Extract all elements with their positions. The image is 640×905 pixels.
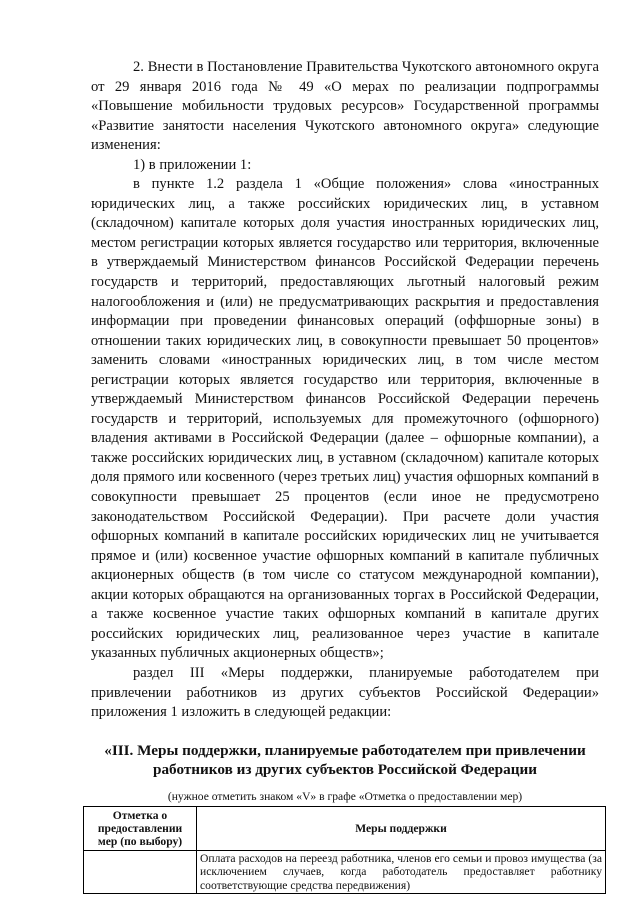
support-measures-table xyxy=(83,806,606,895)
document-page xyxy=(91,58,602,894)
paragraph-item-1: 1) в приложении 1: xyxy=(133,156,252,173)
column-header-mark: Отметка о предоставлении мер (по выбору) xyxy=(84,806,197,850)
section-title: «III. Меры поддержки, планируемые работодателем при привлечении работников из других субъектов Российской Федерации xyxy=(104,741,586,778)
table-cell-mark xyxy=(84,850,197,894)
section-note: (нужное отметить знаком «V» в графе «Отметка о предоставлении мер) xyxy=(167,789,523,803)
table-cell-measure: Оплата расходов на переезд работника, членов его семьи и провоз имущества (за исключением случаев, когда работодатель предоставляет работнику соответствующие средства передвижения) xyxy=(197,850,606,894)
table-header-row xyxy=(84,806,606,850)
paragraph-point-1-2: в пункте 1.2 раздела 1 «Общие положения» слова «иностранных юридических лиц, а также российских юридических лиц, в уставном (складочном) капитале которых доля участия иностранных юридических лиц, местом регистрации которых является государство или территория, включенные в утверждаемый Министерством финансов Российской Федерации перечень государств и территорий, предоставляющих льготный налоговый режим налогообложения и (или) не предусматривающих раскрытия и предоставления информации при проведении финансовых операций (оффшорные зоны) в отношении таких юридических лиц, в совокупности превышает 50 процентов» заменить словами «иностранных юридических лиц, в том числе местом регистрации которых является государство или территория, включенные в утверждаемый Министерством финансов Российской Федерации перечень государств и территорий, используемых для промежуточного (офшорного) владения активами в Российской Федерации (далее – офшорные компании), а также российских юридических лиц, в уставном (складочном) капитале которых доля прямого или косвенного (через третьих лиц) участия офшорных компаний в совокупности превышает 25 процентов (если иное не предусмотрено законодательством Российской Федерации). При расчете доли участия офшорных компаний в капитале российских юридических лиц не учитывается прямое и (или) косвенное участие офшорных компаний в капитале публичных акционерных обществ (в том числе со статусом международной компании), акции которых обращаются на организованных торгах в Российской Федерации, а также косвенное участие таких офшорных компаний в капитале других российских юридических лиц, реализованное через участие в капитале указанных публичных акционерных обществ»; xyxy=(91,176,599,662)
paragraph-2: 2. Внести в Постановление Правительства Чукотского автономного округа от 29 января 2016 года № 49 «О мерах по реализации подпрограммы «Повышение мобильности трудовых ресурсов» Государственной программы «Развитие занятости населения Чукотского автономного округа» следующие изменения: xyxy=(91,59,599,154)
paragraph-section-3: раздел III «Меры поддержки, планируемые работодателем при привлечении работников из других субъектов Российской Федерации» приложения 1 изложить в следующей редакции: xyxy=(91,664,599,721)
table-row xyxy=(84,850,606,894)
column-header-measures: Меры поддержки xyxy=(197,806,606,850)
